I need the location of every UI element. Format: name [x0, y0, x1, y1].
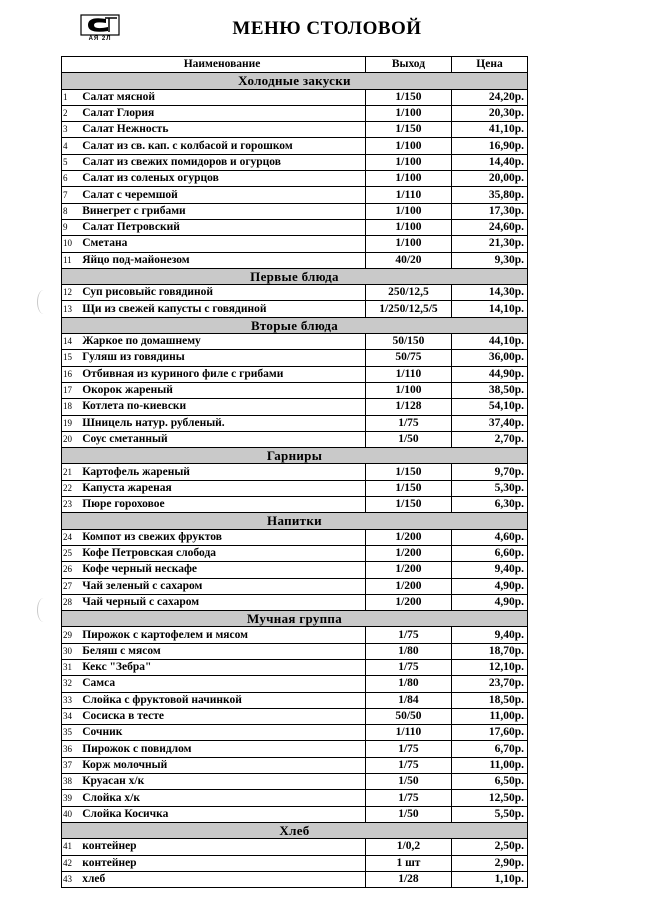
item-price: 6,30р.	[451, 497, 527, 513]
item-output: 1/0,2	[365, 839, 451, 855]
item-number: 9	[62, 219, 80, 235]
item-name: Отбивная из куриного филе с грибами	[79, 366, 365, 382]
section-header-row	[62, 73, 528, 89]
table-row	[62, 871, 528, 887]
item-price: 54,10р.	[451, 399, 527, 415]
table-row	[62, 725, 528, 741]
section-header-row	[62, 448, 528, 464]
table-row	[62, 89, 528, 105]
table-row	[62, 301, 528, 317]
item-output: 1/250/12,5/5	[365, 301, 451, 317]
item-name: Пирожок с повидлом	[79, 741, 365, 757]
item-name: Салат мясной	[79, 89, 365, 105]
item-number: 29	[62, 627, 80, 643]
item-price: 12,50р.	[451, 790, 527, 806]
item-number: 30	[62, 643, 80, 659]
item-number: 6	[62, 171, 80, 187]
item-number: 23	[62, 497, 80, 513]
item-name: Слойка Косичка	[79, 806, 365, 822]
item-number: 12	[62, 285, 80, 301]
item-name: Круасан х/к	[79, 774, 365, 790]
item-price: 9,40р.	[451, 627, 527, 643]
section-title: Вторые блюда	[62, 317, 528, 333]
item-number: 7	[62, 187, 80, 203]
table-row	[62, 431, 528, 447]
item-output: 1/75	[365, 415, 451, 431]
item-number: 40	[62, 806, 80, 822]
logo-text: АЯ 2Л	[88, 36, 112, 42]
item-name: Салат Нежность	[79, 122, 365, 138]
item-number: 19	[62, 415, 80, 431]
item-price: 44,10р.	[451, 334, 527, 350]
table-row	[62, 545, 528, 561]
item-price: 1,10р.	[451, 871, 527, 887]
table-row	[62, 382, 528, 398]
item-name: Компот из свежих фруктов	[79, 529, 365, 545]
page-title: МЕНЮ СТОЛОВОЙ	[232, 18, 422, 39]
item-name: Беляш с мясом	[79, 643, 365, 659]
item-price: 4,60р.	[451, 529, 527, 545]
item-output: 1/75	[365, 659, 451, 675]
item-name: Чай черный с сахаром	[79, 594, 365, 610]
item-price: 21,30р.	[451, 236, 527, 252]
item-number: 18	[62, 399, 80, 415]
item-name: Слойка х/к	[79, 790, 365, 806]
table-row	[62, 643, 528, 659]
table-row	[62, 774, 528, 790]
item-output: 1/110	[365, 366, 451, 382]
table-row	[62, 757, 528, 773]
item-number: 43	[62, 871, 80, 887]
item-output: 1/80	[365, 643, 451, 659]
header-number	[62, 57, 80, 73]
item-name: Соус сметанный	[79, 431, 365, 447]
item-number: 21	[62, 464, 80, 480]
item-name: Салат из св. кап. с колбасой и горошком	[79, 138, 365, 154]
item-output: 40/20	[365, 252, 451, 268]
item-name: Салат Петровский	[79, 219, 365, 235]
item-output: 1/150	[365, 122, 451, 138]
item-price: 35,80р.	[451, 187, 527, 203]
item-name: контейнер	[79, 855, 365, 871]
item-price: 12,10р.	[451, 659, 527, 675]
item-name: Кофе Петровская слобода	[79, 545, 365, 561]
item-name: Гуляш из говядины	[79, 350, 365, 366]
item-number: 37	[62, 757, 80, 773]
table-row	[62, 708, 528, 724]
table-row	[62, 285, 528, 301]
item-price: 4,90р.	[451, 594, 527, 610]
item-price: 2,90р.	[451, 855, 527, 871]
table-row	[62, 399, 528, 415]
item-output: 1/100	[365, 171, 451, 187]
item-name: Суп рисовыйс говядиной	[79, 285, 365, 301]
item-number: 25	[62, 545, 80, 561]
item-output: 1/100	[365, 105, 451, 121]
section-header-row	[62, 513, 528, 529]
item-name: Сосиска в тесте	[79, 708, 365, 724]
item-price: 41,10р.	[451, 122, 527, 138]
item-number: 33	[62, 692, 80, 708]
item-number: 20	[62, 431, 80, 447]
item-output: 1/50	[365, 774, 451, 790]
item-output: 50/150	[365, 334, 451, 350]
punch-hole-mark	[37, 290, 50, 314]
item-number: 26	[62, 562, 80, 578]
item-number: 36	[62, 741, 80, 757]
item-output: 1/128	[365, 399, 451, 415]
item-price: 14,30р.	[451, 285, 527, 301]
section-header-row	[62, 822, 528, 838]
item-name: Капуста жареная	[79, 480, 365, 496]
item-number: 10	[62, 236, 80, 252]
item-price: 9,70р.	[451, 464, 527, 480]
item-output: 1/75	[365, 741, 451, 757]
item-price: 18,50р.	[451, 692, 527, 708]
item-price: 24,60р.	[451, 219, 527, 235]
table-row	[62, 219, 528, 235]
table-row	[62, 105, 528, 121]
item-output: 1/100	[365, 236, 451, 252]
item-output: 1/150	[365, 497, 451, 513]
table-header-row	[62, 57, 528, 73]
item-price: 9,40р.	[451, 562, 527, 578]
item-number: 16	[62, 366, 80, 382]
table-row	[62, 252, 528, 268]
item-price: 38,50р.	[451, 382, 527, 398]
section-header-row	[62, 268, 528, 284]
punch-hole-mark	[37, 598, 50, 622]
item-price: 36,00р.	[451, 350, 527, 366]
item-price: 16,90р.	[451, 138, 527, 154]
table-row	[62, 366, 528, 382]
section-title: Холодные закуски	[62, 73, 528, 89]
item-name: хлеб	[79, 871, 365, 887]
item-number: 5	[62, 154, 80, 170]
item-price: 4,90р.	[451, 578, 527, 594]
item-output: 1/200	[365, 578, 451, 594]
table-row	[62, 187, 528, 203]
section-title: Гарниры	[62, 448, 528, 464]
item-number: 35	[62, 725, 80, 741]
table-row	[62, 350, 528, 366]
item-number: 14	[62, 334, 80, 350]
item-number: 4	[62, 138, 80, 154]
menu-body	[62, 73, 528, 888]
item-number: 28	[62, 594, 80, 610]
table-row	[62, 627, 528, 643]
item-price: 14,10р.	[451, 301, 527, 317]
table-row	[62, 497, 528, 513]
menu-table	[61, 56, 528, 888]
item-output: 1/50	[365, 806, 451, 822]
table-row	[62, 741, 528, 757]
item-name: контейнер	[79, 839, 365, 855]
item-output: 1/84	[365, 692, 451, 708]
item-price: 11,00р.	[451, 708, 527, 724]
item-output: 1/100	[365, 203, 451, 219]
item-price: 6,60р.	[451, 545, 527, 561]
item-number: 42	[62, 855, 80, 871]
item-output: 1/28	[365, 871, 451, 887]
item-price: 11,00р.	[451, 757, 527, 773]
item-number: 8	[62, 203, 80, 219]
item-name: Сметана	[79, 236, 365, 252]
item-price: 6,70р.	[451, 741, 527, 757]
table-row	[62, 464, 528, 480]
item-output: 50/50	[365, 708, 451, 724]
table-row	[62, 692, 528, 708]
item-number: 27	[62, 578, 80, 594]
item-name: Кофе черный нескафе	[79, 562, 365, 578]
item-name: Салат с черемшой	[79, 187, 365, 203]
item-number: 11	[62, 252, 80, 268]
table-row	[62, 203, 528, 219]
table-row	[62, 562, 528, 578]
item-price: 20,00р.	[451, 171, 527, 187]
item-price: 14,40р.	[451, 154, 527, 170]
item-name: Салат из свежих помидоров и огурцов	[79, 154, 365, 170]
item-output: 1 шт	[365, 855, 451, 871]
item-name: Корж молочный	[79, 757, 365, 773]
item-name: Кекс "Зебра"	[79, 659, 365, 675]
item-output: 1/150	[365, 89, 451, 105]
section-title: Напитки	[62, 513, 528, 529]
table-row	[62, 138, 528, 154]
item-price: 23,70р.	[451, 676, 527, 692]
item-name: Пюре гороховое	[79, 497, 365, 513]
item-output: 50/75	[365, 350, 451, 366]
item-output: 1/75	[365, 627, 451, 643]
item-output: 250/12,5	[365, 285, 451, 301]
item-name: Котлета по-киевски	[79, 399, 365, 415]
section-title: Мучная группа	[62, 611, 528, 627]
section-header-row	[62, 317, 528, 333]
item-price: 20,30р.	[451, 105, 527, 121]
item-price: 5,50р.	[451, 806, 527, 822]
table-row	[62, 659, 528, 675]
item-price: 6,50р.	[451, 774, 527, 790]
item-name: Салат Глория	[79, 105, 365, 121]
item-name: Чай зеленый с сахаром	[79, 578, 365, 594]
item-output: 1/80	[365, 676, 451, 692]
item-number: 24	[62, 529, 80, 545]
item-price: 17,60р.	[451, 725, 527, 741]
item-name: Сочник	[79, 725, 365, 741]
item-output: 1/100	[365, 154, 451, 170]
item-number: 31	[62, 659, 80, 675]
item-name: Шницель натур. рубленый.	[79, 415, 365, 431]
item-output: 1/200	[365, 529, 451, 545]
header-name: Наименование	[79, 57, 365, 73]
item-name: Яйцо под-майонезом	[79, 252, 365, 268]
item-output: 1/150	[365, 464, 451, 480]
table-row	[62, 154, 528, 170]
item-number: 2	[62, 105, 80, 121]
table-row	[62, 334, 528, 350]
item-number: 17	[62, 382, 80, 398]
item-output: 1/100	[365, 219, 451, 235]
item-output: 1/100	[365, 382, 451, 398]
table-row	[62, 122, 528, 138]
table-row	[62, 529, 528, 545]
item-output: 1/200	[365, 594, 451, 610]
item-output: 1/75	[365, 790, 451, 806]
item-output: 1/200	[365, 545, 451, 561]
table-row	[62, 855, 528, 871]
item-number: 41	[62, 839, 80, 855]
table-row	[62, 594, 528, 610]
item-number: 22	[62, 480, 80, 496]
item-price: 2,50р.	[451, 839, 527, 855]
item-price: 44,90р.	[451, 366, 527, 382]
item-name: Винегрет с грибами	[79, 203, 365, 219]
item-number: 38	[62, 774, 80, 790]
item-number: 1	[62, 89, 80, 105]
item-price: 18,70р.	[451, 643, 527, 659]
item-number: 34	[62, 708, 80, 724]
table-row	[62, 171, 528, 187]
item-name: Щи из свежей капусты с говядиной	[79, 301, 365, 317]
item-name: Жаркое по домашнему	[79, 334, 365, 350]
section-title: Хлеб	[62, 822, 528, 838]
table-row	[62, 839, 528, 855]
item-price: 2,70р.	[451, 431, 527, 447]
item-number: 32	[62, 676, 80, 692]
table-row	[62, 676, 528, 692]
item-output: 1/110	[365, 725, 451, 741]
table-row	[62, 578, 528, 594]
item-name: Салат из соленых огурцов	[79, 171, 365, 187]
item-output: 1/150	[365, 480, 451, 496]
item-name: Пирожок с картофелем и мясом	[79, 627, 365, 643]
item-number: 3	[62, 122, 80, 138]
item-output: 1/200	[365, 562, 451, 578]
table-row	[62, 480, 528, 496]
item-name: Слойка с фруктовой начинкой	[79, 692, 365, 708]
item-price: 37,40р.	[451, 415, 527, 431]
section-header-row	[62, 611, 528, 627]
item-name: Окорок жареный	[79, 382, 365, 398]
item-price: 5,30р.	[451, 480, 527, 496]
section-title: Первые блюда	[62, 268, 528, 284]
item-name: Картофель жареный	[79, 464, 365, 480]
item-price: 9,30р.	[451, 252, 527, 268]
table-row	[62, 806, 528, 822]
item-price: 17,30р.	[451, 203, 527, 219]
table-row	[62, 236, 528, 252]
item-name: Самса	[79, 676, 365, 692]
item-output: 1/50	[365, 431, 451, 447]
item-number: 39	[62, 790, 80, 806]
item-number: 13	[62, 301, 80, 317]
item-number: 15	[62, 350, 80, 366]
header-output: Выход	[365, 57, 451, 73]
item-output: 1/110	[365, 187, 451, 203]
header-price: Цена	[451, 57, 527, 73]
table-row	[62, 415, 528, 431]
table-row	[62, 790, 528, 806]
item-output: 1/100	[365, 138, 451, 154]
item-price: 24,20р.	[451, 89, 527, 105]
item-output: 1/75	[365, 757, 451, 773]
